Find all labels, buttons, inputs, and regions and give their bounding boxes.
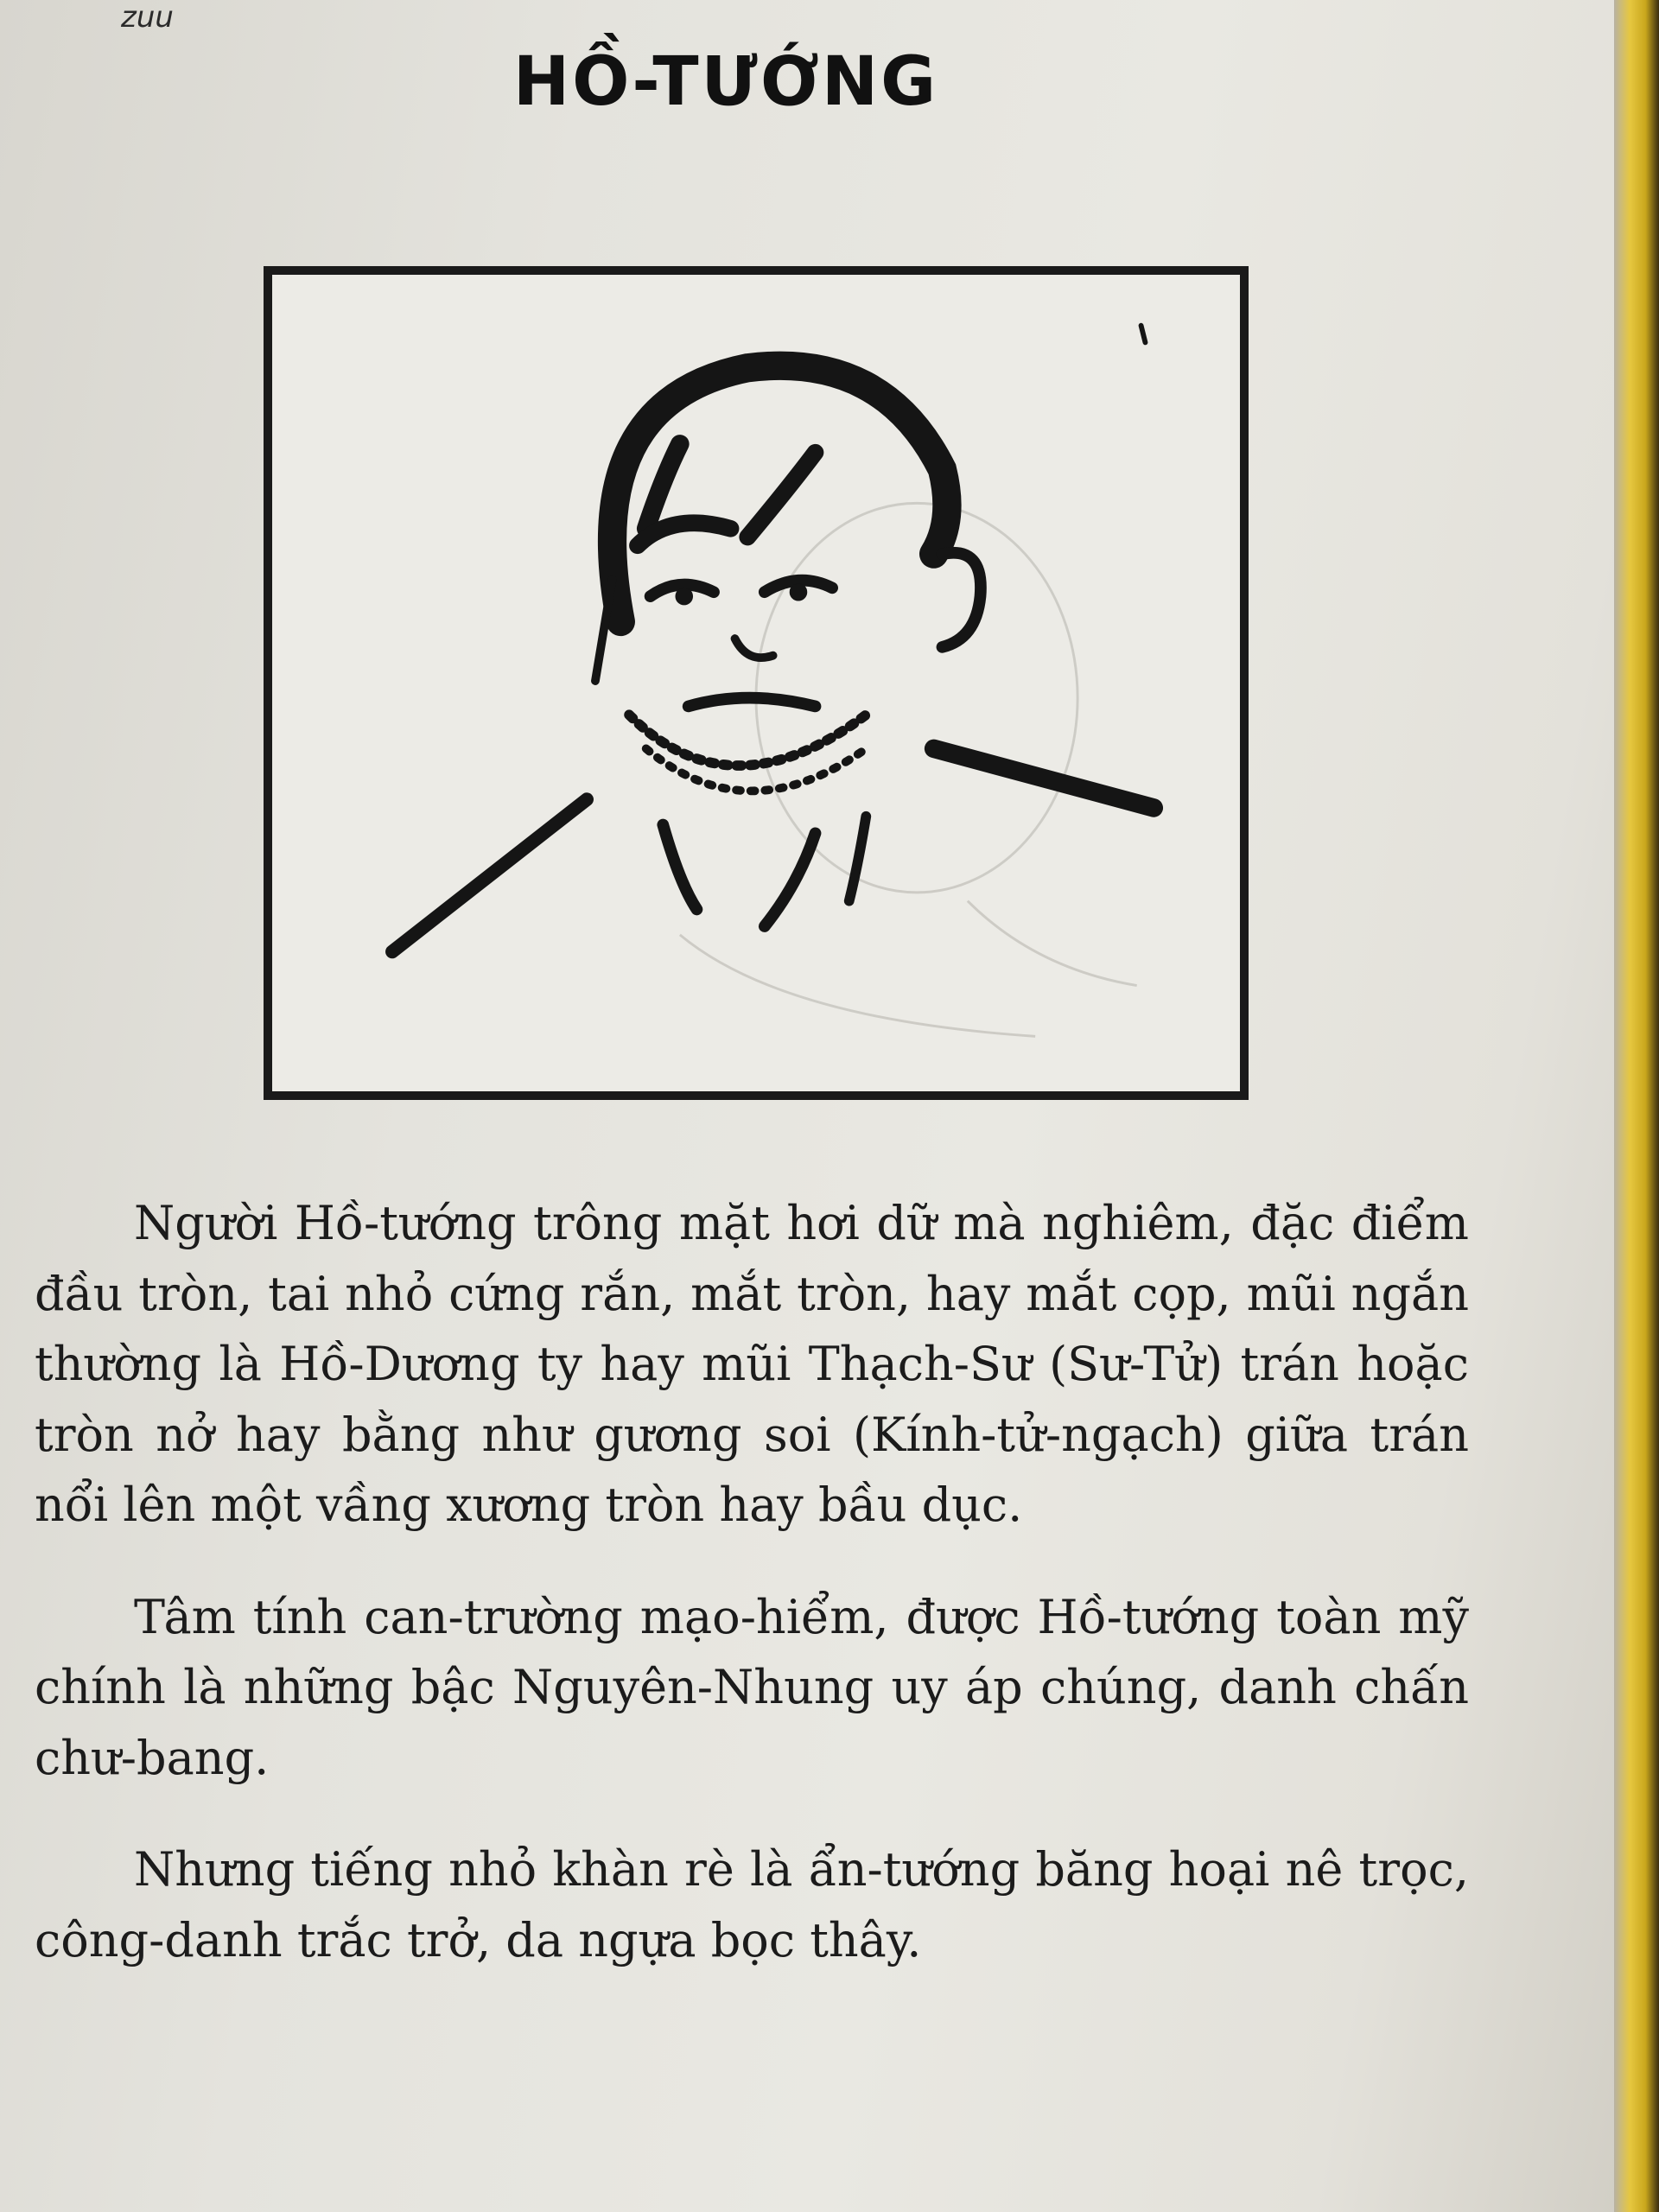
page-title: HỒ-TƯỚNG <box>512 43 939 121</box>
paragraph-2: Tâm tính can-trường mạo-hiểm, được Hồ-tướng toàn mỹ chính là những bậc Nguyên-Nhung uy áp chúng, danh chấn chư-bang. <box>35 1589 1469 1785</box>
page-edge <box>1614 0 1659 2212</box>
corner-handwritten-mark: zuu <box>121 0 174 35</box>
paragraph-1: Người Hồ-tướng trông mặt hơi dữ mà nghiêm, đặc điểm đầu tròn, tai nhỏ cứng rắn, mắt tròn, hay mắt cọp, mũi ngắn thường là Hồ-Dương ty hay mũi Thạch-Sư (Sư-Tử) trán hoặc tròn nở hay bằng như gương soi (Kính-tử-ngạch) giữa trán nổi lên một vầng xương tròn hay bầu dục. <box>35 1196 1469 1532</box>
ho-tuong-face-illustration-icon <box>272 275 1240 1091</box>
body-text <box>35 1188 1469 1975</box>
illustration-frame <box>264 266 1249 1100</box>
paragraph-3: Nhưng tiếng nhỏ khàn rè là ẩn-tướng băng hoại nê trọc, công-danh trắc trở, da ngựa bọc thây. <box>35 1842 1469 1967</box>
